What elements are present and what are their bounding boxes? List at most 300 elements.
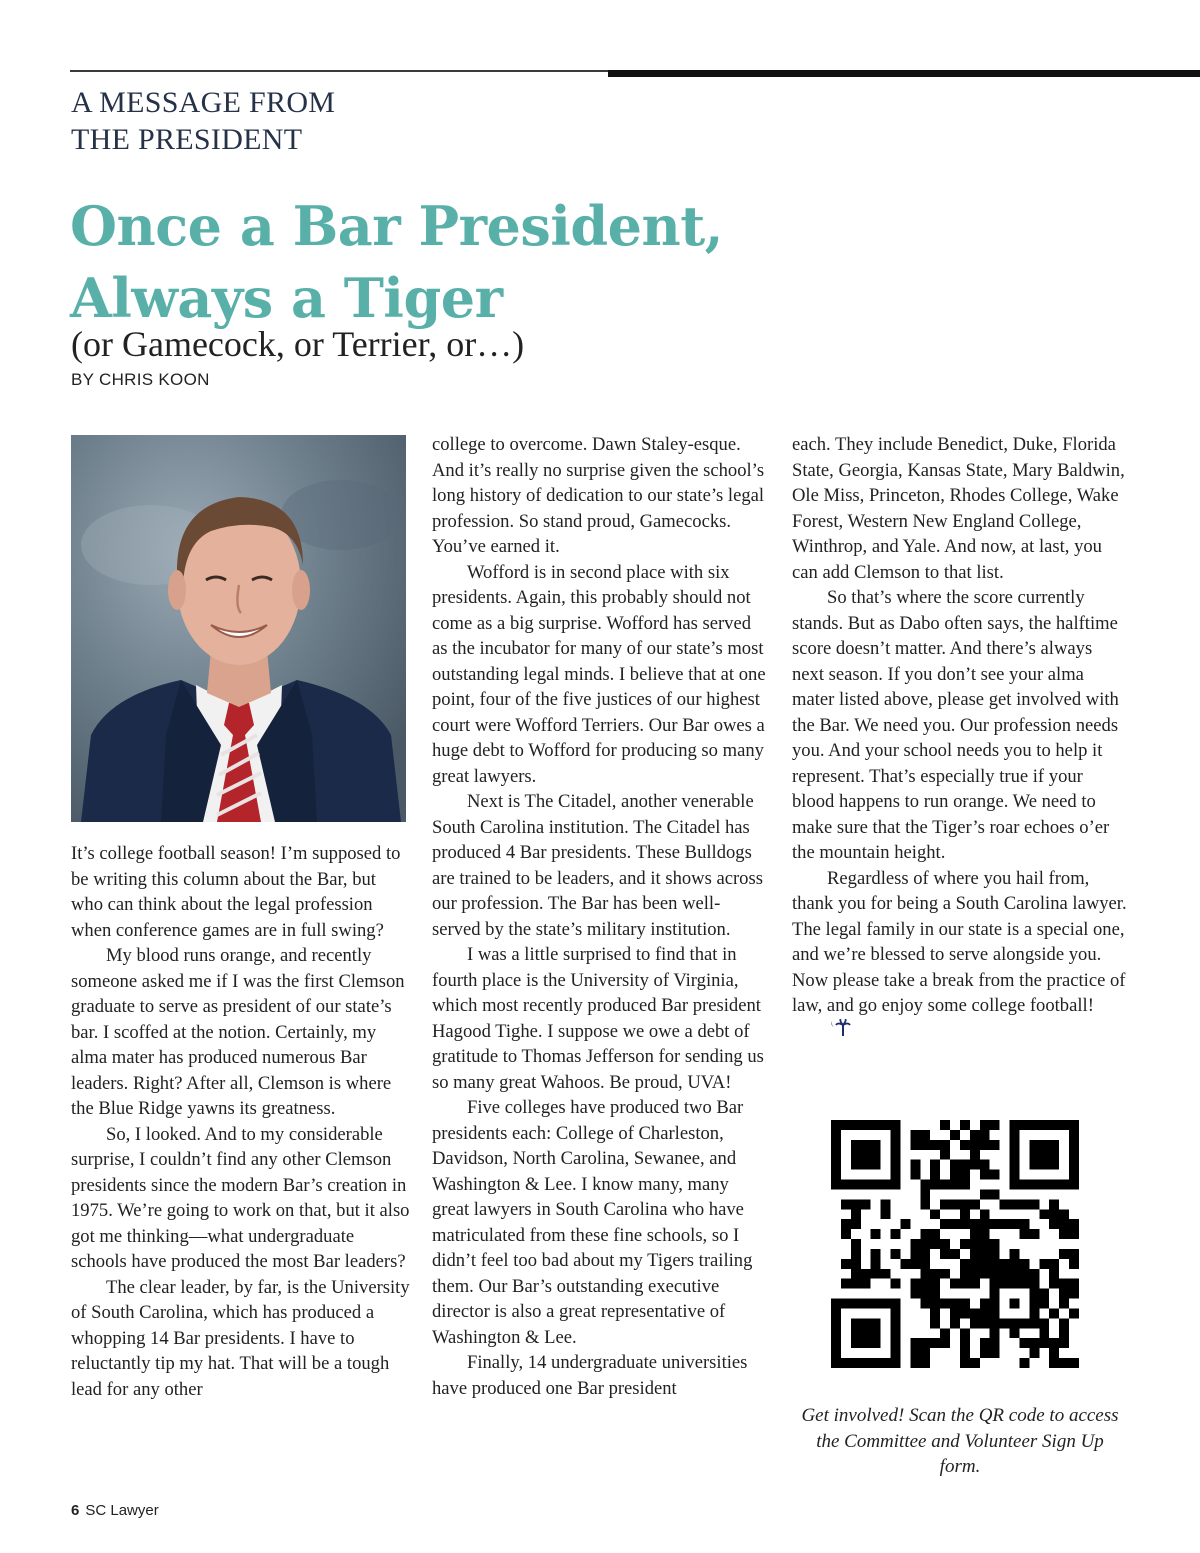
qr-module	[831, 1308, 841, 1318]
article-subhead: (or Gamecock, or Terrier, or…)	[71, 324, 525, 364]
qr-module	[990, 1259, 1000, 1269]
qr-module	[861, 1180, 871, 1190]
qr-module	[1010, 1160, 1020, 1170]
qr-module	[1029, 1120, 1039, 1130]
qr-code[interactable]	[831, 1120, 1079, 1368]
qr-module	[851, 1299, 861, 1309]
qr-module	[1010, 1120, 1020, 1130]
qr-module	[1049, 1269, 1059, 1279]
qr-module	[970, 1318, 980, 1328]
qr-module	[841, 1358, 851, 1368]
qr-module	[990, 1239, 1000, 1249]
qr-module	[910, 1358, 920, 1368]
qr-module	[990, 1189, 1000, 1199]
headline-line2: Always a Tiger	[70, 266, 503, 330]
qr-module	[1010, 1219, 1020, 1229]
qr-module	[1029, 1338, 1039, 1348]
qr-module	[1039, 1259, 1049, 1269]
qr-module	[831, 1140, 841, 1150]
qr-module	[1029, 1308, 1039, 1318]
qr-module	[990, 1219, 1000, 1229]
qr-module	[1010, 1199, 1020, 1209]
article-column-1	[71, 841, 411, 1402]
qr-caption: Get involved! Scan the QR code to access the Committee and Volunteer Sign Up form.	[801, 1405, 1119, 1477]
qr-module	[1039, 1180, 1049, 1190]
qr-module	[990, 1279, 1000, 1289]
qr-module	[930, 1170, 940, 1180]
qr-module	[960, 1160, 970, 1170]
qr-module	[930, 1239, 940, 1249]
qr-module	[1049, 1209, 1059, 1219]
qr-module	[1039, 1160, 1049, 1170]
qr-module	[950, 1199, 960, 1209]
headline-line1: Once a Bar President,	[70, 194, 723, 258]
qr-module	[861, 1358, 871, 1368]
qr-module	[960, 1269, 970, 1279]
paragraph: college to overcome. Dawn Staley-esque. And it’s really no surprise given the school’s long history of dedication to our state’s legal profession. So stand proud, Gamecocks. You’ve earned it.	[432, 434, 765, 557]
qr-module	[871, 1140, 881, 1150]
paragraph: each. They include Benedict, Duke, Florida State, Georgia, Kansas State, Mary Baldwin, Ole Miss, Princeton, Rhodes College, Wake Forest, Western New England College, Winthrop, and Yale. And now, at last, you can add Clemson to that list.	[792, 434, 1125, 583]
section-label	[71, 84, 571, 158]
qr-module	[831, 1338, 841, 1348]
qr-module	[831, 1170, 841, 1180]
qr-module	[831, 1318, 841, 1328]
qr-module	[990, 1140, 1000, 1150]
qr-module	[1059, 1219, 1069, 1229]
qr-module	[970, 1130, 980, 1140]
qr-module	[1069, 1289, 1079, 1299]
qr-module	[1029, 1279, 1039, 1289]
qr-module	[980, 1140, 990, 1150]
qr-module	[990, 1308, 1000, 1318]
qr-module	[1000, 1318, 1010, 1328]
qr-module	[1039, 1328, 1049, 1338]
qr-module	[940, 1120, 950, 1130]
qr-module	[970, 1160, 980, 1170]
qr-module	[960, 1170, 970, 1180]
qr-module	[1019, 1180, 1029, 1190]
palmetto-moon-icon	[794, 1019, 851, 1045]
qr-module	[920, 1259, 930, 1269]
qr-module	[960, 1239, 970, 1249]
qr-module	[950, 1219, 960, 1229]
qr-module	[891, 1170, 901, 1180]
qr-module	[1000, 1269, 1010, 1279]
qr-module	[871, 1269, 881, 1279]
qr-module	[1019, 1199, 1029, 1209]
qr-module	[950, 1130, 960, 1140]
qr-module	[980, 1130, 990, 1140]
qr-module	[1069, 1140, 1079, 1150]
qr-module	[1010, 1130, 1020, 1140]
qr-module	[1069, 1170, 1079, 1180]
qr-module	[891, 1348, 901, 1358]
qr-module	[930, 1289, 940, 1299]
qr-module	[891, 1299, 901, 1309]
qr-module	[871, 1358, 881, 1368]
paragraph: Wofford is in second place with six presidents. Again, this probably should not come as a big surprise. Wofford has served as the incubator for many of our state’s most outstanding legal minds. I believe that at one point, four of the five justices of our highest court were Wofford Terriers. Our Bar owes a huge debt to Wofford for producing so many great lawyers.	[432, 561, 766, 787]
qr-module	[881, 1120, 891, 1130]
qr-module	[1010, 1279, 1020, 1289]
qr-module	[920, 1299, 930, 1309]
qr-module	[1019, 1219, 1029, 1229]
qr-module	[1069, 1308, 1079, 1318]
qr-module	[861, 1160, 871, 1170]
qr-module	[1059, 1338, 1069, 1348]
paragraph: It’s college football season! I’m supposed to be writing this column about the Bar, but who can think about the legal profession when conference games are in full swing?	[71, 843, 401, 941]
qr-module	[930, 1209, 940, 1219]
qr-module	[1069, 1229, 1079, 1239]
qr-module	[841, 1219, 851, 1229]
qr-module	[1039, 1289, 1049, 1299]
qr-module	[930, 1279, 940, 1289]
qr-module	[940, 1338, 950, 1348]
qr-module	[960, 1199, 970, 1209]
qr-module	[1069, 1279, 1079, 1289]
qr-module	[1069, 1259, 1079, 1269]
qr-module	[1039, 1150, 1049, 1160]
qr-module	[970, 1308, 980, 1318]
qr-module	[920, 1229, 930, 1239]
qr-module	[970, 1259, 980, 1269]
qr-module	[1010, 1299, 1020, 1309]
qr-module	[891, 1328, 901, 1338]
qr-module	[910, 1348, 920, 1358]
qr-module	[950, 1249, 960, 1259]
qr-module	[1049, 1338, 1059, 1348]
qr-module	[831, 1130, 841, 1140]
qr-module	[940, 1249, 950, 1259]
qr-module	[871, 1338, 881, 1348]
qr-module	[1059, 1358, 1069, 1368]
qr-module	[910, 1279, 920, 1289]
qr-module	[980, 1219, 990, 1229]
qr-module	[960, 1279, 970, 1289]
qr-module	[851, 1269, 861, 1279]
qr-module	[960, 1219, 970, 1229]
qr-module	[980, 1269, 990, 1279]
qr-module	[970, 1140, 980, 1150]
qr-module	[831, 1358, 841, 1368]
qr-module	[1019, 1259, 1029, 1269]
section-label-line2: THE PRESIDENT	[71, 123, 303, 156]
qr-module	[920, 1358, 930, 1368]
qr-module	[940, 1299, 950, 1309]
qr-module	[871, 1249, 881, 1259]
qr-module	[910, 1259, 920, 1269]
qr-module	[1059, 1299, 1069, 1309]
qr-module	[940, 1269, 950, 1279]
qr-module	[851, 1259, 861, 1269]
qr-module	[970, 1229, 980, 1239]
qr-module	[1039, 1318, 1049, 1328]
qr-module	[841, 1299, 851, 1309]
qr-module	[891, 1358, 901, 1368]
qr-module	[980, 1189, 990, 1199]
qr-module	[920, 1189, 930, 1199]
header-rule-thin	[70, 70, 610, 72]
qr-module	[970, 1279, 980, 1289]
qr-module	[980, 1249, 990, 1259]
qr-module	[861, 1120, 871, 1130]
qr-module	[930, 1338, 940, 1348]
qr-module	[871, 1150, 881, 1160]
qr-module	[891, 1160, 901, 1170]
byline: BY CHRIS KOON	[71, 370, 210, 389]
qr-module	[851, 1279, 861, 1289]
qr-module	[960, 1308, 970, 1318]
qr-module	[891, 1249, 901, 1259]
qr-module	[1059, 1318, 1069, 1328]
qr-module	[851, 1338, 861, 1348]
qr-module	[1049, 1199, 1059, 1209]
qr-module	[891, 1279, 901, 1289]
qr-module	[980, 1259, 990, 1269]
qr-module	[1049, 1348, 1059, 1358]
qr-module	[851, 1140, 861, 1150]
qr-module	[1049, 1180, 1059, 1190]
qr-module	[940, 1239, 950, 1249]
qr-module	[920, 1279, 930, 1289]
qr-module	[1059, 1229, 1069, 1239]
qr-module	[831, 1150, 841, 1160]
qr-module	[900, 1219, 910, 1229]
qr-module	[950, 1299, 960, 1309]
qr-module	[861, 1328, 871, 1338]
qr-module	[900, 1259, 910, 1269]
qr-module	[920, 1140, 930, 1150]
qr-module	[1010, 1249, 1020, 1259]
qr-module	[841, 1279, 851, 1289]
qr-module	[881, 1209, 891, 1219]
qr-module	[980, 1120, 990, 1130]
qr-module	[1029, 1180, 1039, 1190]
qr-module	[871, 1328, 881, 1338]
qr-module	[1029, 1229, 1039, 1239]
author-photo	[71, 435, 406, 822]
qr-module	[950, 1308, 960, 1318]
qr-module	[1029, 1269, 1039, 1279]
qr-module	[970, 1199, 980, 1209]
qr-module	[1039, 1299, 1049, 1309]
qr-module	[1049, 1150, 1059, 1160]
qr-module	[1019, 1338, 1029, 1348]
qr-module	[891, 1140, 901, 1150]
qr-module	[990, 1338, 1000, 1348]
qr-module	[1010, 1269, 1020, 1279]
qr-module	[831, 1328, 841, 1338]
qr-module	[1069, 1249, 1079, 1259]
qr-module	[881, 1180, 891, 1190]
qr-module	[990, 1348, 1000, 1358]
closing-text: Regardless of where you hail from, thank you for being a South Carolina lawyer. The legal family in our state is a special one, and we’re blessed to serve alongside you. Now please take a break from the practice of law, and go enjoy some college football!	[792, 867, 1127, 1016]
qr-module	[1019, 1269, 1029, 1279]
qr-module	[1000, 1199, 1010, 1209]
qr-module	[960, 1338, 970, 1348]
qr-module	[1049, 1219, 1059, 1229]
qr-module	[960, 1348, 970, 1358]
qr-module	[861, 1279, 871, 1289]
qr-module	[1029, 1140, 1039, 1150]
qr-module	[970, 1150, 980, 1160]
qr-module	[960, 1358, 970, 1368]
qr-module	[930, 1140, 940, 1150]
paragraph: The clear leader, by far, is the University of South Carolina, which has produced a whopping 14 Bar presidents. I have to reluctantly tip my hat. That will be a tough lead for any other	[71, 1276, 410, 1400]
qr-module	[851, 1180, 861, 1190]
qr-module	[1059, 1279, 1069, 1289]
qr-module	[831, 1180, 841, 1190]
qr-module	[960, 1209, 970, 1219]
qr-module	[1000, 1279, 1010, 1289]
qr-module	[980, 1229, 990, 1239]
author-portrait-illustration	[71, 435, 406, 822]
qr-module	[930, 1269, 940, 1279]
qr-module	[1019, 1279, 1029, 1289]
qr-module	[1059, 1180, 1069, 1190]
section-label-line1: A MESSAGE FROM	[71, 86, 336, 119]
qr-module	[1049, 1259, 1059, 1269]
qr-module	[1049, 1120, 1059, 1130]
qr-module	[1059, 1249, 1069, 1259]
article-column-2	[432, 432, 767, 1401]
qr-module	[881, 1299, 891, 1309]
qr-module	[920, 1130, 930, 1140]
qr-module	[861, 1269, 871, 1279]
qr-module	[881, 1269, 891, 1279]
qr-module	[851, 1219, 861, 1229]
qr-module	[831, 1348, 841, 1358]
qr-module	[910, 1140, 920, 1150]
qr-module	[861, 1338, 871, 1348]
qr-module	[1069, 1160, 1079, 1170]
qr-module	[851, 1199, 861, 1209]
qr-module	[930, 1308, 940, 1318]
qr-module	[1019, 1229, 1029, 1239]
qr-module	[841, 1199, 851, 1209]
page-footer	[71, 1502, 159, 1519]
qr-module	[970, 1358, 980, 1368]
qr-module	[910, 1249, 920, 1259]
qr-module	[920, 1348, 930, 1358]
qr-module	[881, 1199, 891, 1209]
qr-module	[950, 1180, 960, 1190]
qr-module	[1069, 1358, 1079, 1368]
qr-module	[1019, 1318, 1029, 1328]
qr-module	[980, 1160, 990, 1170]
qr-module	[1039, 1120, 1049, 1130]
qr-module	[861, 1318, 871, 1328]
qr-module	[980, 1338, 990, 1348]
qr-module	[831, 1120, 841, 1130]
qr-module	[920, 1239, 930, 1249]
qr-module	[930, 1180, 940, 1190]
paragraph: I was a little surprised to find that in fourth place is the University of Virginia, which most recently produced Bar president Hagood Tighe. I suppose we owe a debt of gratitude to Thomas Jefferson for sending us so many great Wahoos. Be proud, UVA!	[432, 944, 764, 1093]
qr-module	[930, 1229, 940, 1239]
qr-module	[1049, 1308, 1059, 1318]
qr-module	[871, 1229, 881, 1239]
qr-module	[871, 1160, 881, 1170]
qr-module	[1029, 1160, 1039, 1170]
paragraph: Five colleges have produced two Bar presidents each: College of Charleston, Davidson, North Carolina, Sewanee, and Washington & Lee. I know many, many great lawyers in South Carolina who have matriculated from these fine schools, so I didn’t feel too bad about my Tigers trailing them. Our Bar’s outstanding executive director is also a great representative of Washington & Lee.	[432, 1097, 753, 1348]
qr-module	[1069, 1150, 1079, 1160]
qr-module	[851, 1358, 861, 1368]
qr-module	[940, 1180, 950, 1190]
qr-module	[831, 1299, 841, 1309]
paragraph-closing	[792, 866, 1127, 1045]
qr-module	[910, 1289, 920, 1299]
qr-module	[861, 1199, 871, 1209]
qr-module	[970, 1269, 980, 1279]
qr-module	[1010, 1180, 1020, 1190]
qr-module	[980, 1318, 990, 1328]
qr-module	[920, 1249, 930, 1259]
qr-module	[960, 1299, 970, 1309]
qr-module	[970, 1249, 980, 1259]
qr-module	[1029, 1318, 1039, 1328]
paragraph: So that’s where the score currently stands. But as Dabo often says, the halftime score doesn’t matter. And there’s always next season. If you don’t see your alma mater listed above, please get involved with the Bar. We need you. Our profession needs you. And your school needs you to help it represent. That’s especially true if your blood happens to run orange. We need to make sure that the Tiger’s roar echoes o’er the mountain height.	[792, 587, 1119, 863]
qr-module	[1000, 1259, 1010, 1269]
qr-module	[841, 1180, 851, 1190]
qr-module	[1049, 1140, 1059, 1150]
qr-module	[990, 1170, 1000, 1180]
qr-module	[851, 1209, 861, 1219]
qr-module	[1010, 1150, 1020, 1160]
qr-module	[1019, 1120, 1029, 1130]
qr-module	[881, 1358, 891, 1368]
qr-module	[841, 1120, 851, 1130]
qr-module	[891, 1318, 901, 1328]
qr-module	[841, 1229, 851, 1239]
qr-module	[1039, 1209, 1049, 1219]
qr-module	[960, 1180, 970, 1190]
qr-module	[1049, 1279, 1059, 1289]
qr-module	[851, 1160, 861, 1170]
qr-module	[950, 1170, 960, 1180]
qr-module	[980, 1348, 990, 1358]
publication-name: SC Lawyer	[85, 1502, 159, 1519]
qr-module	[920, 1338, 930, 1348]
paragraph: Finally, 14 undergraduate universities have produced one Bar president	[432, 1352, 748, 1399]
qr-module	[990, 1289, 1000, 1299]
qr-module	[1059, 1328, 1069, 1338]
qr-module	[1069, 1219, 1079, 1229]
qr-module	[1010, 1318, 1020, 1328]
qr-module	[910, 1160, 920, 1170]
qr-module	[891, 1130, 901, 1140]
qr-module	[1039, 1338, 1049, 1348]
qr-module	[930, 1299, 940, 1309]
qr-module	[851, 1150, 861, 1160]
qr-module	[960, 1120, 970, 1130]
qr-module	[910, 1170, 920, 1180]
qr-module	[891, 1120, 901, 1130]
article-headline	[70, 190, 830, 334]
qr-module	[1010, 1328, 1020, 1338]
qr-module	[920, 1180, 930, 1190]
qr-module	[920, 1199, 930, 1209]
page-number: 6	[71, 1502, 80, 1519]
qr-module	[1010, 1170, 1020, 1180]
qr-module	[940, 1328, 950, 1338]
qr-module	[1029, 1199, 1039, 1209]
qr-module	[1059, 1289, 1069, 1299]
qr-module	[861, 1299, 871, 1309]
qr-module	[1069, 1120, 1079, 1130]
qr-module	[990, 1269, 1000, 1279]
paragraph: My blood runs orange, and recently someone asked me if I was the first Clemson graduate to serve as president of our state’s bar. I scoffed at the notion. Certainly, my alma mater has produced numerous Bar leaders. Right? After all, Clemson is where the Blue Ridge yawns its greatness.	[71, 945, 405, 1119]
qr-module	[980, 1209, 990, 1219]
qr-module	[861, 1140, 871, 1150]
